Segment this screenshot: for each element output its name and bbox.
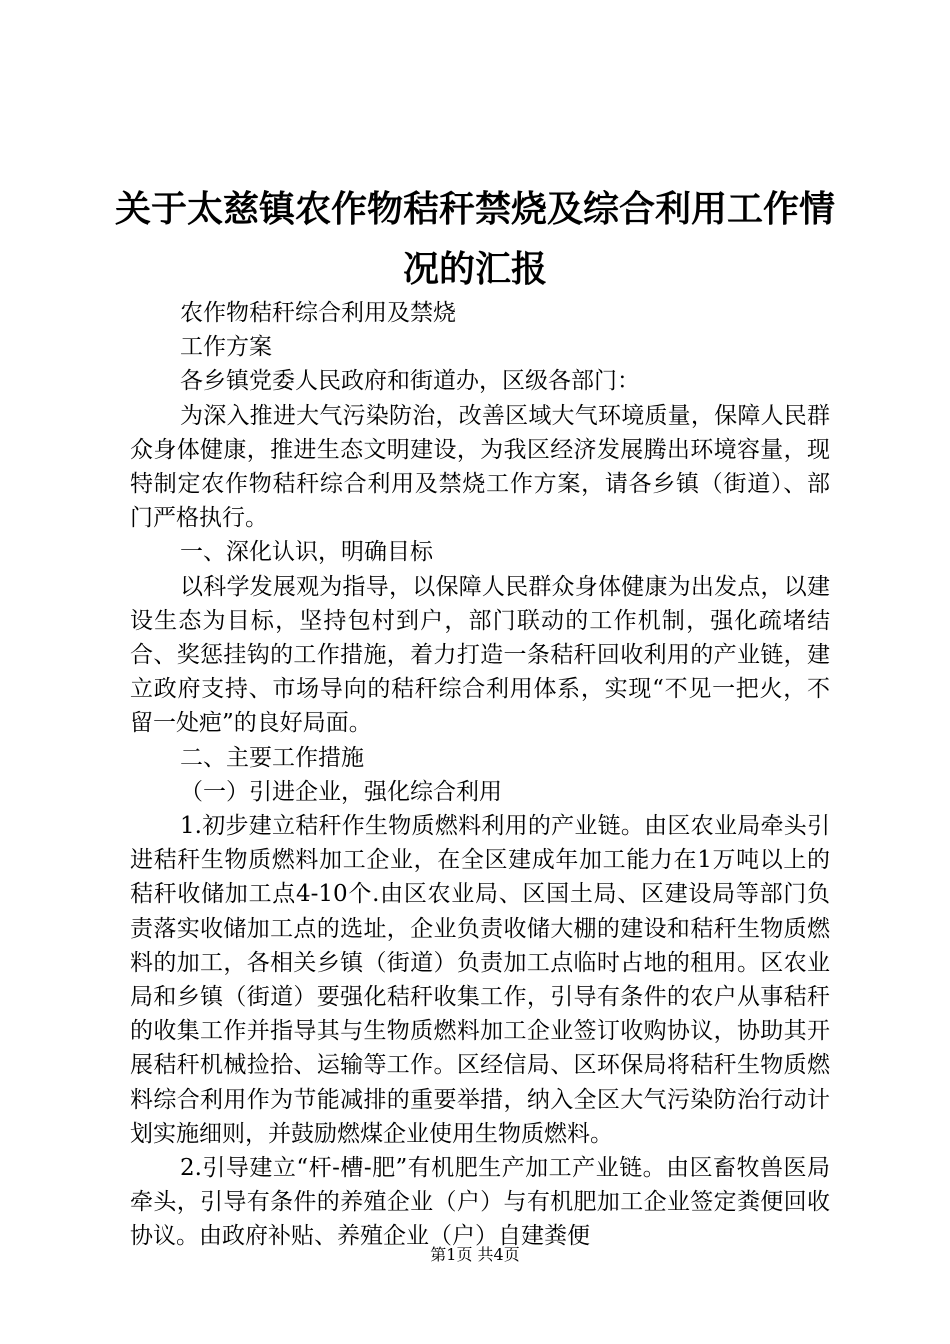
subtitle-line-1: 农作物秸秆综合利用及禁烧 <box>180 300 456 326</box>
subtitle-line-2: 工作方案 <box>180 334 272 361</box>
document-title-line-2: 况的汇报 <box>402 249 547 290</box>
subsection-heading-1: （一）引进企业，强化综合利用 <box>180 778 502 805</box>
section-heading-1: 一、深化认识，明确目标 <box>180 539 433 566</box>
salutation: 各乡镇党委人民政府和街道办，区级各部门： <box>180 368 640 395</box>
intro-paragraph: 为深入推进大气污染防治，改善区域大气环境质量，保障人民群众身体健康，推进生态文明建设，为我区经济发展腾出环境容量，现特制定农作物秸秆综合利用及禁烧工作方案，请各乡镇（街道）、部门严格执行。 <box>130 402 830 532</box>
item-1-paragraph: 1.初步建立秸秆作生物质燃料利用的产业链。由区农业局牵头引进秸秆生物质燃料加工企业，在全区建成年加工能力在1万吨以上的秸秆收储加工点4-10个.由区农业局、区国土局、区建设局等部门负责落实收储加工点的选址，企业负责收储大棚的建设和秸秆生物质燃料的加工，各相关乡镇（街道）负责加工点临时占地的租用。区农业局和乡镇（街道）要强化秸秆收集工作，引导有条件的农户从事秸秆的收集工作并指导其与生物质燃料加工企业签订收购协议，协助其开展秸秆机械捡拾、运输等工作。区经信局、区环保局将秸秆生物质燃料综合利用作为节能减排的重要举措，纳入全区大气污染防治行动计划实施细则，并鼓励燃煤企业使用生物质燃料。 <box>130 813 830 1147</box>
section-heading-2: 二、主要工作措施 <box>180 744 364 771</box>
item-2-paragraph: 2.引导建立“杆-槽-肥”有机肥生产加工产业链。由区畜牧兽医局牵头，引导有条件的养殖企业（户）与有机肥加工企业签定粪便回收协议。由政府补贴、养殖企业（户）自建粪便 <box>130 1155 830 1250</box>
document-body <box>130 296 830 1254</box>
document-title-line-1: 关于太慈镇农作物秸秆禁烧及综合利用工作情 <box>114 189 835 230</box>
section-1-paragraph: 以科学发展观为指导，以保障人民群众身体健康为出发点，以建设生态为目标，坚持包村到户，部门联动的工作机制，强化疏堵结合、奖惩挂钩的工作措施，着力打造一条秸秆回收利用的产业链，建立政府支持、市场导向的秸秆综合利用体系，实现“不见一把火，不留一处疤”的良好局面。 <box>130 573 830 737</box>
page-number-footer: 第1页 共4页 <box>430 1245 520 1264</box>
